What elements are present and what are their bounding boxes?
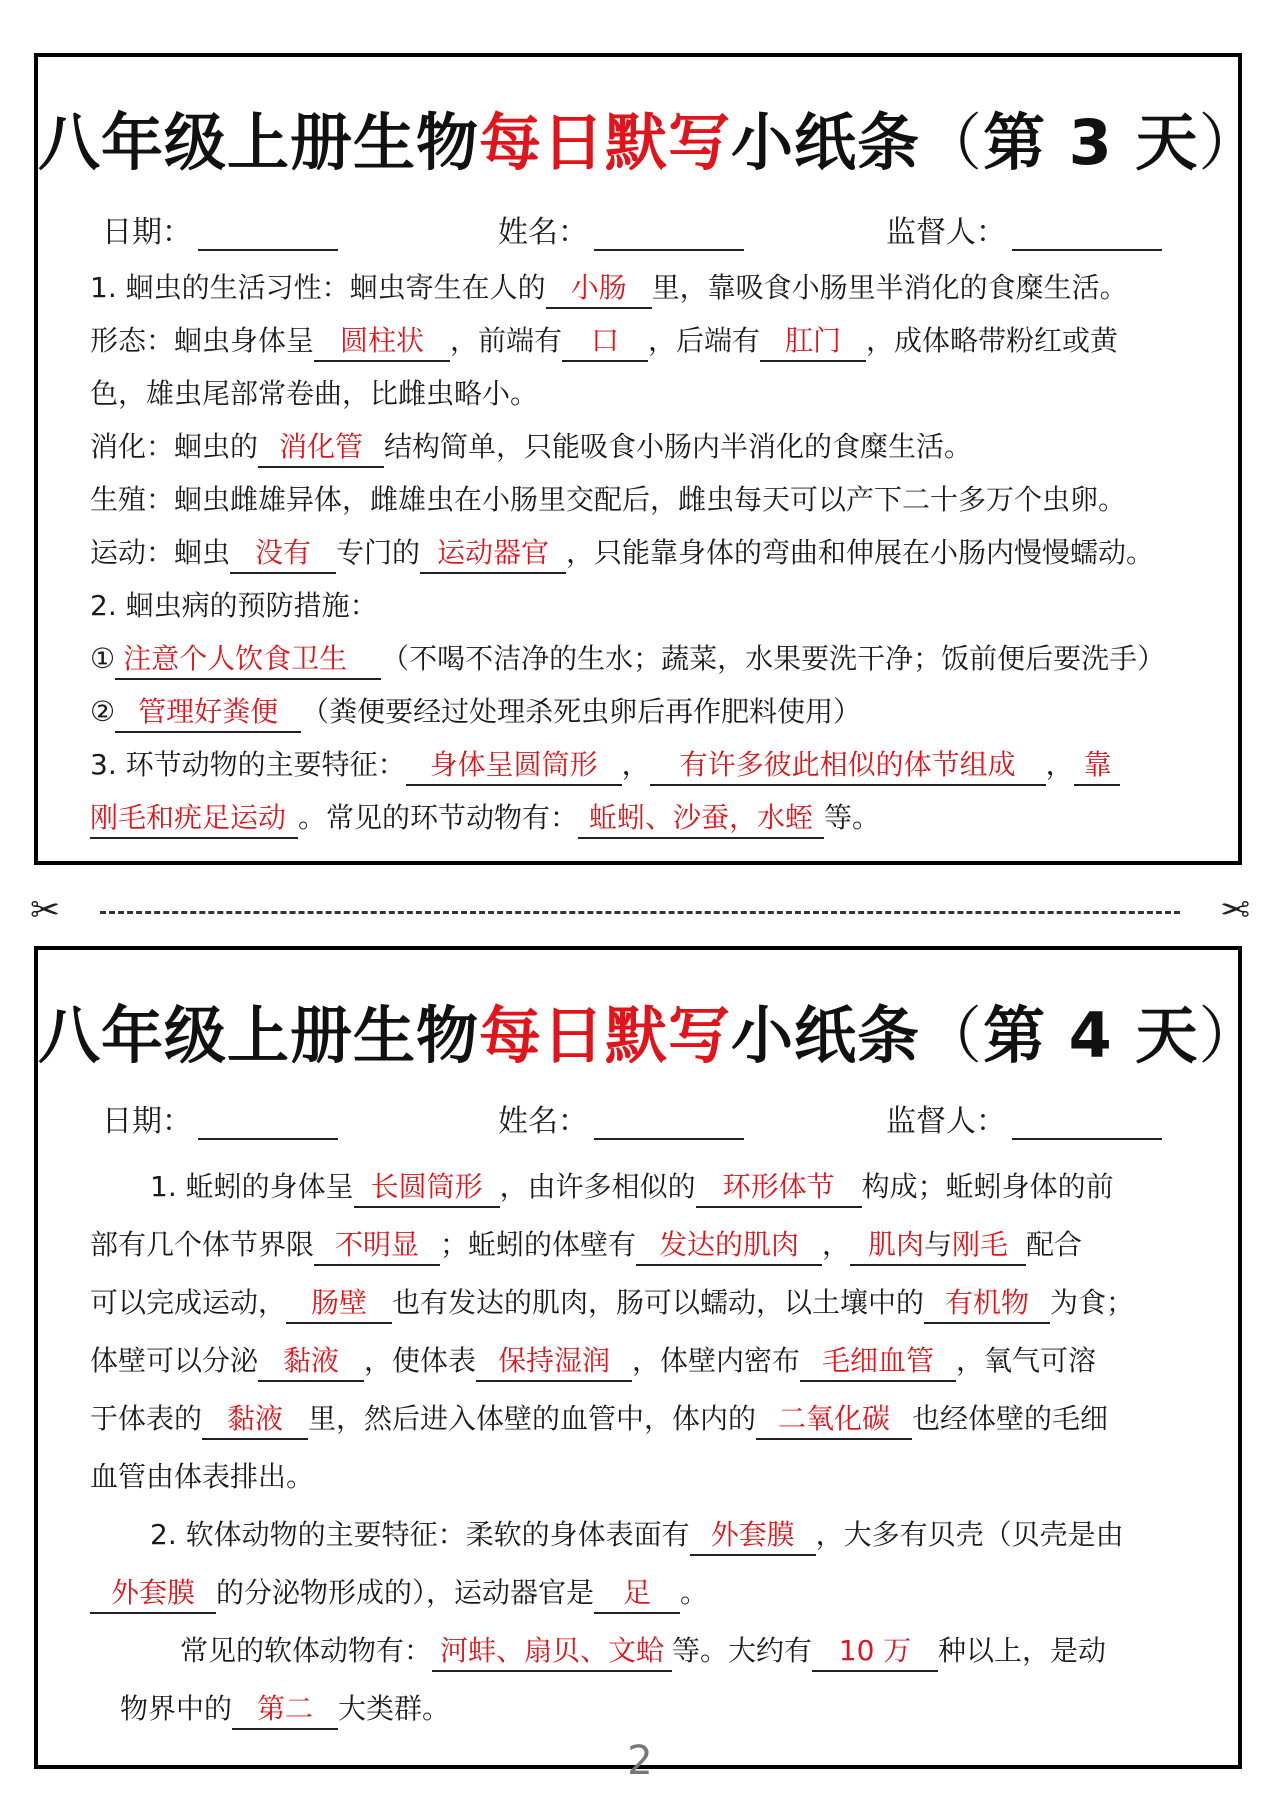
answer-blank: 环形体节 — [696, 1168, 862, 1208]
answer-blank: 身体呈圆筒形 — [406, 746, 622, 786]
answer-blank: 黏液 — [258, 1342, 364, 1382]
card-title — [38, 986, 1262, 1075]
text-line: 外套膜 的分泌物形成的），运动器官是 足 。 — [90, 1564, 1198, 1622]
text-line: 消化：蛔虫的 消化管 结构简单，只能吸食小肠内半消化的食糜生活。 — [90, 420, 1198, 473]
text-line: 2. 蛔虫病的预防措施： — [90, 589, 378, 622]
answer-blank: 保持湿润 — [476, 1342, 632, 1382]
name-field[interactable] — [498, 1096, 744, 1140]
date-label: 日期： — [102, 1104, 192, 1139]
text-line: 刚毛和疣足运动 。常见的环节动物有： 蚯蚓、沙蚕，水蛭 等。 — [90, 791, 1198, 844]
title-suffix: 小纸条 — [731, 999, 921, 1072]
page-number: 2 — [627, 1738, 653, 1784]
card-body — [90, 1158, 1198, 1738]
title-highlight: 每日默写 — [479, 999, 732, 1072]
answer-blank: 足 — [594, 1574, 680, 1614]
title-prefix: 八年级上册生物 — [38, 106, 480, 179]
text-line: 可以完成运动， 肠壁 也有发达的肌肉，肠可以蠕动，以土壤中的 有机物 为食； — [90, 1274, 1198, 1332]
title-paren-close: ） — [1198, 999, 1262, 1072]
scissors-icon: ✂ — [30, 890, 61, 931]
date-label: 日期： — [102, 215, 192, 250]
info-row — [38, 207, 1238, 250]
answer-blank: 小肠 — [546, 269, 652, 309]
answer-blank: 第二 — [232, 1690, 338, 1730]
answer-blank: 河蚌、扇贝、文蛤 — [432, 1632, 672, 1672]
name-blank[interactable] — [594, 215, 744, 251]
answer-blank: 消化管 — [258, 428, 384, 468]
title-highlight: 每日默写 — [479, 106, 732, 179]
answer-blank: 长圆筒形 — [354, 1168, 500, 1208]
answer-blank: 10 万 — [812, 1632, 938, 1672]
supervisor-blank[interactable] — [1012, 1104, 1162, 1140]
supervisor-field[interactable] — [886, 207, 1162, 251]
supervisor-label: 监督人： — [886, 215, 1006, 250]
text-line: 运动：蛔虫 没有 专门的 运动器官 ，只能靠身体的弯曲和伸展在小肠内慢慢蠕动。 — [90, 526, 1198, 579]
supervisor-blank[interactable] — [1012, 215, 1162, 251]
date-field[interactable] — [102, 207, 338, 251]
title-suffix: 小纸条 — [731, 106, 921, 179]
text-line: 1. 蚯蚓的身体呈 长圆筒形 ，由许多相似的 环形体节 构成；蚯蚓身体的前 — [90, 1158, 1198, 1216]
answer-blank: 运动器官 — [420, 534, 566, 574]
card-body — [90, 261, 1198, 844]
answer-blank: 发达的肌肉 — [636, 1226, 822, 1266]
title-paren-open: （ — [920, 106, 984, 179]
date-field[interactable] — [102, 1096, 338, 1140]
text-line: ① 注意个人饮食卫生 （不喝不洁净的生水；蔬菜，水果要洗干净；饭前便后要洗手） — [90, 632, 1198, 685]
title-prefix: 八年级上册生物 — [38, 999, 480, 1072]
name-label: 姓名： — [498, 215, 588, 250]
card-title — [38, 93, 1262, 182]
date-blank[interactable] — [198, 1104, 338, 1140]
text-line: 形态：蛔虫身体呈 圆柱状 ，前端有 口 ，后端有 肛门 ，成体略带粉红或黄 — [90, 314, 1198, 367]
answer-blank: 刚毛和疣足运动 — [90, 799, 298, 839]
text-line: 于体表的 黏液 里，然后进入体壁的血管中，体内的 二氧化碳 也经体壁的毛细 — [90, 1390, 1198, 1448]
text-line: 1. 蛔虫的生活习性：蛔虫寄生在人的 小肠 里，靠吸食小肠里半消化的食糜生活。 — [90, 261, 1198, 314]
supervisor-label: 监督人： — [886, 1104, 1006, 1139]
dictation-card-day-4 — [34, 946, 1262, 1769]
text-line: 血管由体表排出。 — [90, 1460, 315, 1493]
date-blank[interactable] — [198, 215, 338, 251]
answer-blank: 没有 — [230, 534, 336, 574]
answer-blank: 黏液 — [202, 1400, 308, 1440]
title-paren-open: （ — [920, 999, 984, 1072]
text-line: ② 管理好粪便 （粪便要经过处理杀死虫卵后再作肥料使用） — [90, 685, 1198, 738]
title-paren-close: ） — [1198, 106, 1262, 179]
answer-blank: 毛细血管 — [800, 1342, 956, 1382]
title-day: 第 4 天 — [983, 999, 1199, 1072]
answer-blank: 有机物 — [924, 1284, 1050, 1324]
text-line: 物界中的 第二 大类群。 — [90, 1680, 1198, 1738]
text-line: 体壁可以分泌 黏液 ，使体表 保持湿润 ，体壁内密布 毛细血管 ，氧气可溶 — [90, 1332, 1198, 1390]
text-line: 部有几个体节界限 不明显 ；蚯蚓的体壁有 发达的肌肉 ， 肌肉与刚毛 配合 — [90, 1216, 1198, 1274]
supervisor-field[interactable] — [886, 1096, 1162, 1140]
title-day: 第 3 天 — [983, 106, 1199, 179]
answer-blank: 肛门 — [760, 322, 866, 362]
text-line: 色，雄虫尾部常卷曲，比雌虫略小。 — [90, 377, 539, 410]
info-row — [38, 1096, 1238, 1139]
dictation-card-day-3 — [34, 53, 1262, 865]
scissors-icon: ✂ — [1219, 890, 1250, 931]
dashed-divider — [100, 911, 1180, 914]
answer-blank: 注意个人饮食卫生 — [115, 640, 381, 680]
answer-blank: 外套膜 — [690, 1516, 816, 1556]
answer-blank: 外套膜 — [90, 1574, 216, 1614]
answer-blank: 肠壁 — [286, 1284, 392, 1324]
cut-line — [30, 890, 1250, 931]
answer-blank: 不明显 — [314, 1226, 440, 1266]
answer-blank: 肌肉与刚毛 — [850, 1226, 1026, 1266]
answer-blank: 靠 — [1074, 746, 1120, 786]
answer-blank: 口 — [562, 322, 648, 362]
answer-blank: 蚯蚓、沙蚕，水蛭 — [578, 799, 824, 839]
answer-blank: 管理好粪便 — [115, 693, 301, 733]
name-field[interactable] — [498, 207, 744, 251]
text-line: 生殖：蛔虫雌雄异体，雌雄虫在小肠里交配后，雌虫每天可以产下二十多万个虫卵。 — [90, 483, 1127, 516]
answer-blank: 有许多彼此相似的体节组成 — [650, 746, 1046, 786]
text-line: 2. 软体动物的主要特征：柔软的身体表面有 外套膜 ，大多有贝壳（贝壳是由 — [90, 1506, 1198, 1564]
name-label: 姓名： — [498, 1104, 588, 1139]
answer-blank: 圆柱状 — [314, 322, 450, 362]
text-line: 3. 环节动物的主要特征： 身体呈圆筒形 ， 有许多彼此相似的体节组成 ， 靠 — [90, 738, 1198, 791]
answer-blank: 二氧化碳 — [756, 1400, 912, 1440]
text-line: 常见的软体动物有： 河蚌、扇贝、文蛤 等。大约有 10 万 种以上，是动 — [90, 1622, 1198, 1680]
name-blank[interactable] — [594, 1104, 744, 1140]
